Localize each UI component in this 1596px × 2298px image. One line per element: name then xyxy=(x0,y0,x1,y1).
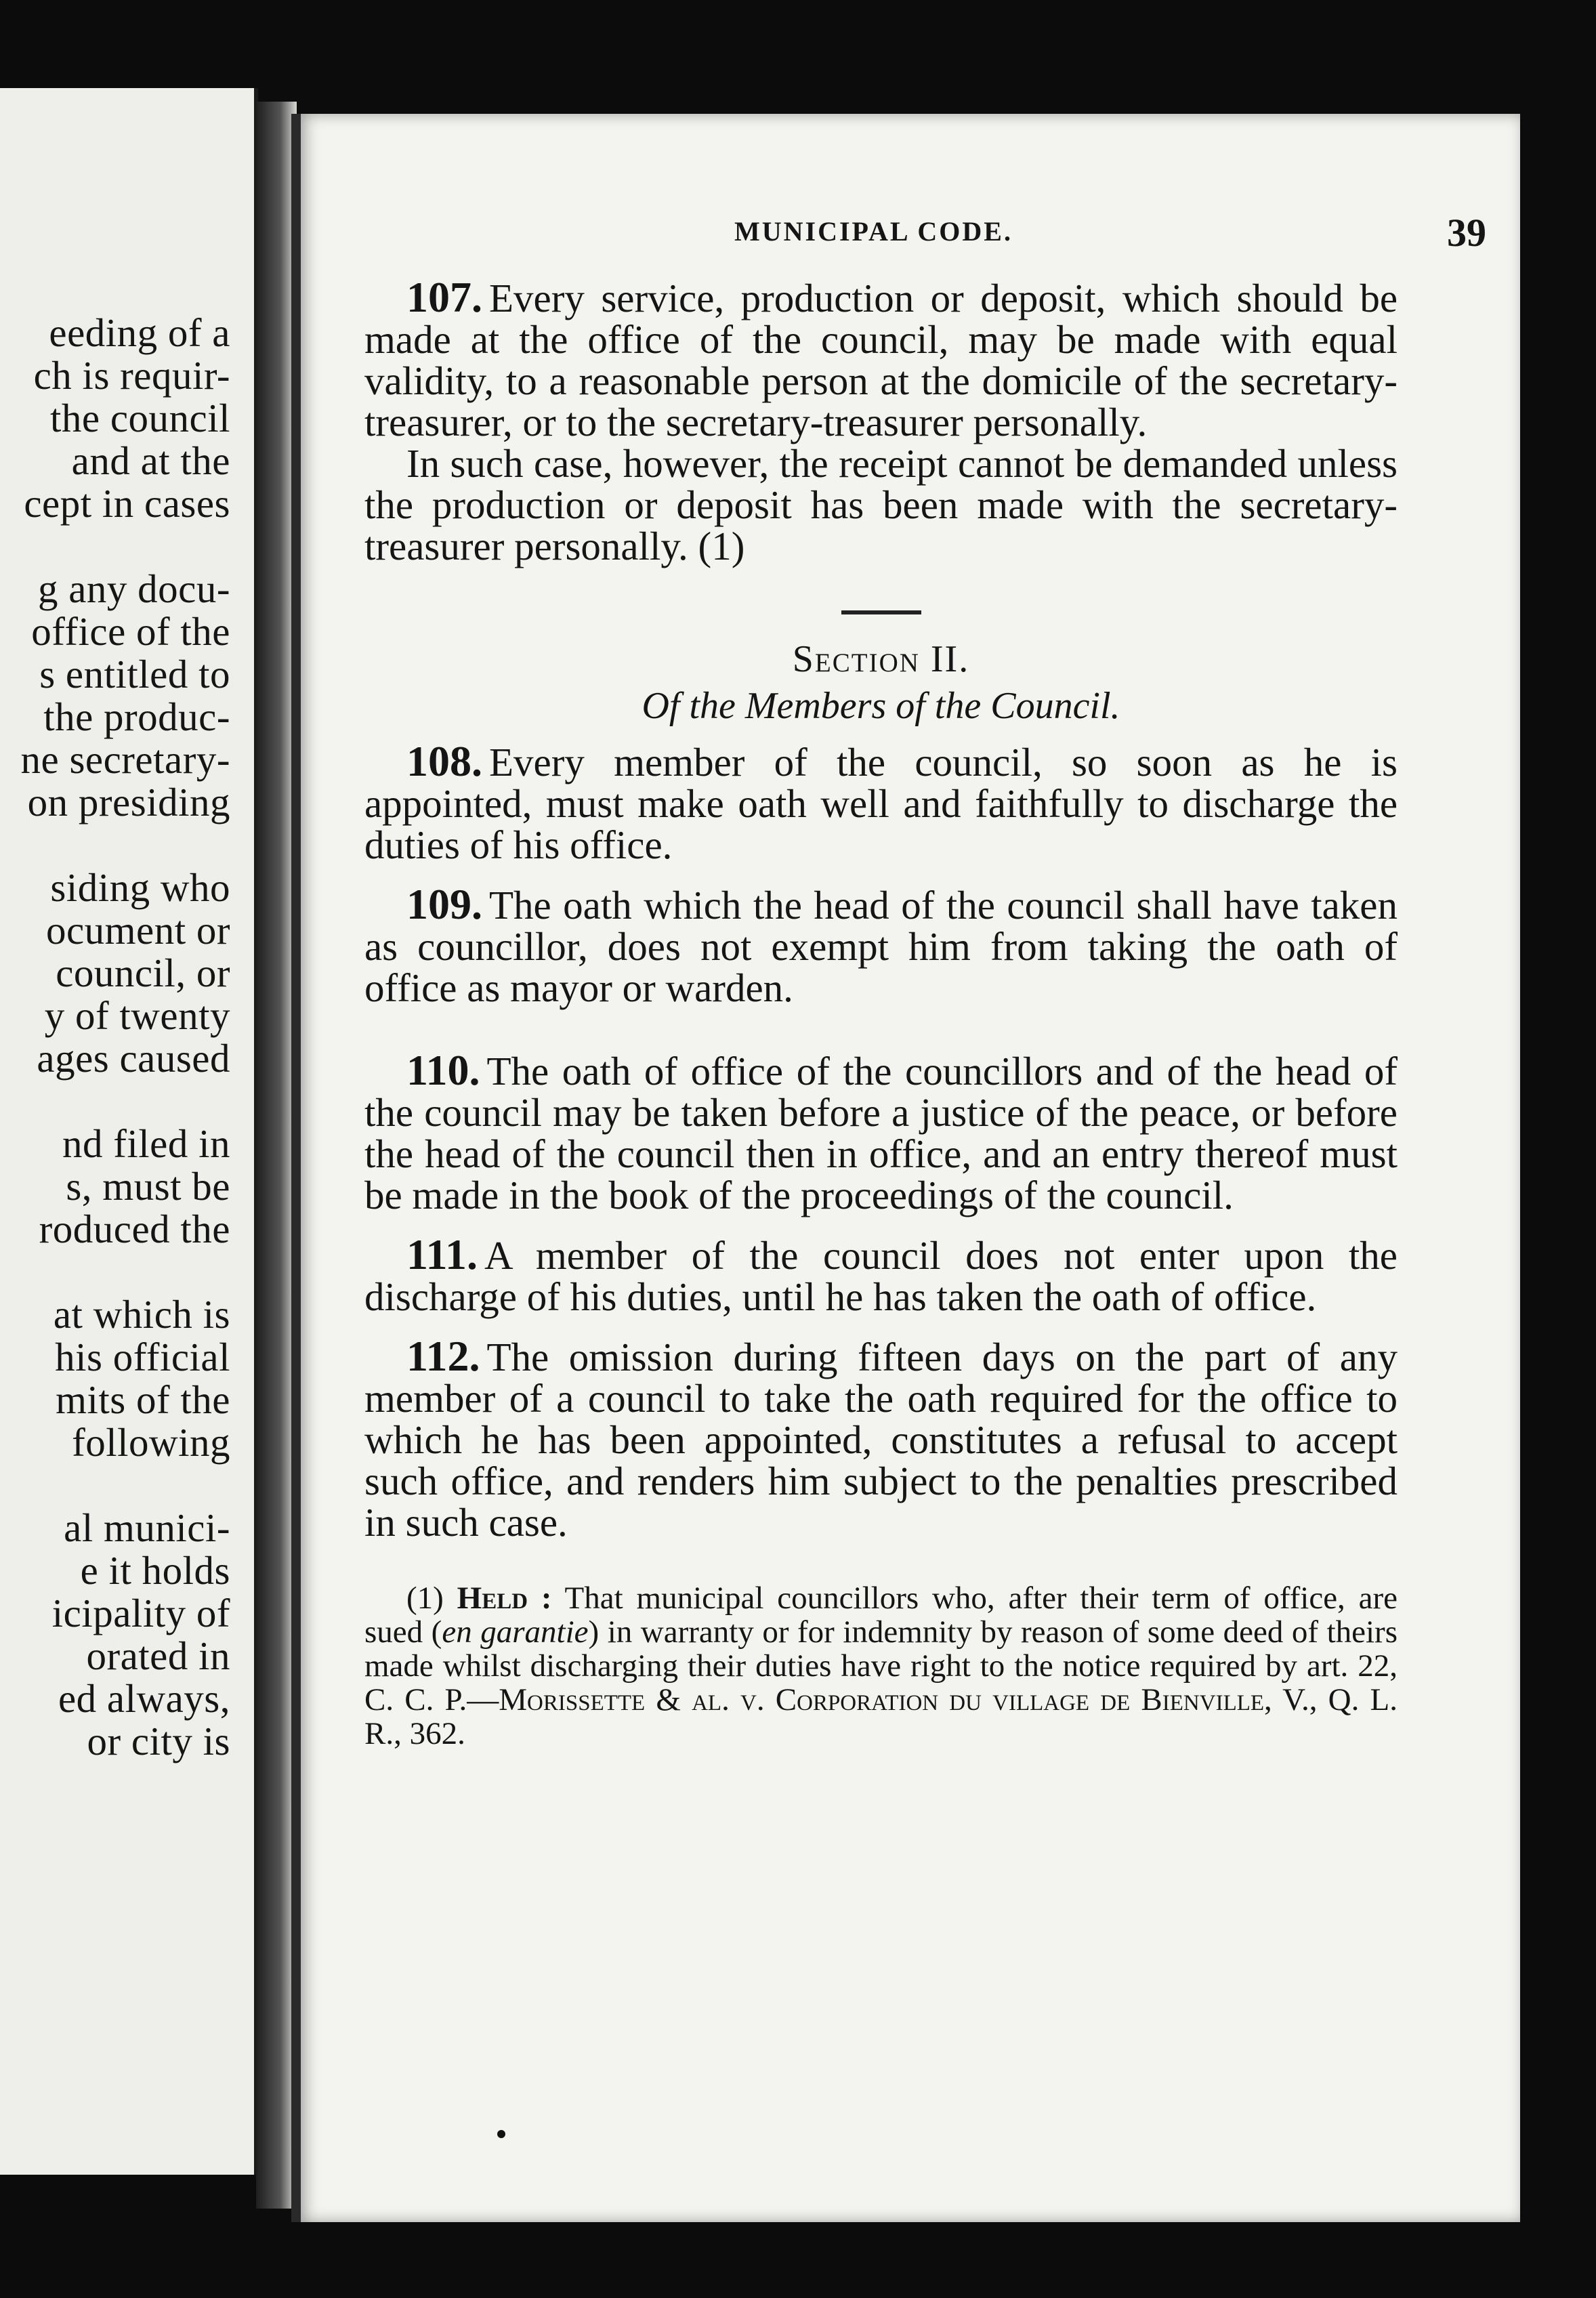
left-page-line: office of the xyxy=(31,609,230,654)
left-page-line: the council xyxy=(50,396,230,440)
left-page-line: icipality of xyxy=(51,1591,230,1635)
left-page-line: ocument or xyxy=(45,908,230,953)
article-107 xyxy=(364,273,1398,444)
left-page-gap xyxy=(0,1464,230,1507)
article-number: 112. xyxy=(406,1332,480,1380)
left-page-line: siding who xyxy=(50,865,230,910)
book-gutter-shadow xyxy=(256,102,297,2209)
running-head xyxy=(734,211,1486,263)
section-divider-rule xyxy=(841,610,921,614)
left-page-line: cept in cases xyxy=(24,481,230,526)
section-heading: Section II. xyxy=(792,638,970,680)
article-number: 110. xyxy=(406,1046,480,1094)
left-page-line: or city is xyxy=(87,1719,230,1763)
left-page-line: and at the xyxy=(71,438,230,483)
article-text: Every service, production or deposit, which should be made at the office of the council, may be made with equal validity, to a reasonable person at the domicile of the secretary-treasurer, or to the secretary-treasurer personally. xyxy=(364,276,1398,444)
article-text: The omission during fifteen days on the part of any member of a council to take the oath required for the office to which he has been appointed, constitutes a refusal to accept such office, and renders him subject to the penalties prescribed in such case. xyxy=(364,1335,1398,1545)
left-facing-page xyxy=(0,88,258,2175)
left-page-gap xyxy=(0,824,230,866)
footnote-text: That municipal councillors who, after their term of office, are sued ( xyxy=(364,1581,1398,1650)
running-head-title: MUNICIPAL CODE. xyxy=(734,216,1013,247)
left-page-line: his official xyxy=(55,1335,230,1379)
article-number: 111. xyxy=(406,1230,478,1278)
article-108 xyxy=(364,737,1398,867)
left-page-text-fragments xyxy=(0,312,230,1763)
left-page-line: e it holds xyxy=(80,1548,230,1593)
footnote-text-continued: ) in warranty or for indemnity by reason of some deed of theirs made whilst discharging their duties have right to the notice required by art. 22, C. C. P.— xyxy=(364,1614,1398,1717)
footnote xyxy=(364,1581,1398,1751)
footnote-italic-phrase: en garantie xyxy=(442,1614,589,1650)
article-112 xyxy=(364,1332,1398,1545)
article-109 xyxy=(364,880,1398,1010)
left-page-line: s, must be xyxy=(66,1164,230,1209)
left-page-line: ed always, xyxy=(58,1676,230,1721)
left-page-line: following xyxy=(72,1420,230,1465)
left-page-line: s entitled to xyxy=(39,652,230,696)
left-page-line: ages caused xyxy=(37,1036,230,1081)
article-110 xyxy=(364,1046,1398,1217)
article-number: 109. xyxy=(406,880,482,928)
left-page-line: the produc- xyxy=(43,694,230,739)
right-page xyxy=(291,114,1520,2222)
left-page-line: orated in xyxy=(86,1633,230,1678)
article-text: A member of the council does not enter upon the discharge of his duties, until he has taken the oath of office. xyxy=(364,1233,1398,1319)
left-page-gap xyxy=(0,1080,230,1123)
left-page-line: mits of the xyxy=(56,1377,230,1422)
article-111 xyxy=(364,1230,1398,1319)
left-page-line: on presiding xyxy=(27,780,230,824)
left-page-line: g any docu- xyxy=(37,566,230,611)
left-page-line: roduced the xyxy=(39,1207,230,1251)
page-number: 39 xyxy=(1447,211,1486,255)
print-speck xyxy=(497,2130,505,2138)
footnote-marker: (1) xyxy=(406,1581,444,1616)
left-page-line: al munici- xyxy=(64,1505,230,1550)
article-number: 108. xyxy=(406,737,482,785)
left-page-gap xyxy=(0,525,230,568)
section-subtitle: Of the Members of the Council. xyxy=(642,685,1120,727)
article-text: The oath which the head of the council shall have taken as councillor, does not exempt him from taking the oath of office as mayor or warden. xyxy=(364,883,1398,1010)
footnote-held-label: Held : xyxy=(457,1581,552,1616)
left-page-line: eeding of a xyxy=(49,310,230,355)
footnote-citation: Morissette & al. v. Corporation du village de Bienville, V., Q. L. R., 362. xyxy=(364,1682,1398,1751)
left-page-line: at which is xyxy=(53,1292,230,1337)
left-page-gap xyxy=(0,1251,230,1293)
left-page-line: ne secretary- xyxy=(20,737,230,782)
article-number: 107. xyxy=(406,273,482,321)
page-body xyxy=(364,273,1398,1782)
left-page-line: council, or xyxy=(56,950,230,995)
article-text: Every member of the council, so soon as he is appointed, must make oath well and faithfully to discharge the duties of his office. xyxy=(364,740,1398,867)
article-text: The oath of office of the councillors and of the head of the council may be taken before a justice of the peace, or before the head of the council then in office, and an entry thereof must be made in the book of the proceedings of the council. xyxy=(364,1049,1398,1217)
article-107-continuation: In such case, however, the receipt cannot be demanded unless the production or deposit has been made with the secretary-treasurer personally. (1) xyxy=(364,441,1398,568)
left-page-line: ch is requir- xyxy=(33,353,230,398)
left-page-line: nd filed in xyxy=(62,1121,230,1166)
left-page-line: y of twenty xyxy=(44,993,230,1038)
